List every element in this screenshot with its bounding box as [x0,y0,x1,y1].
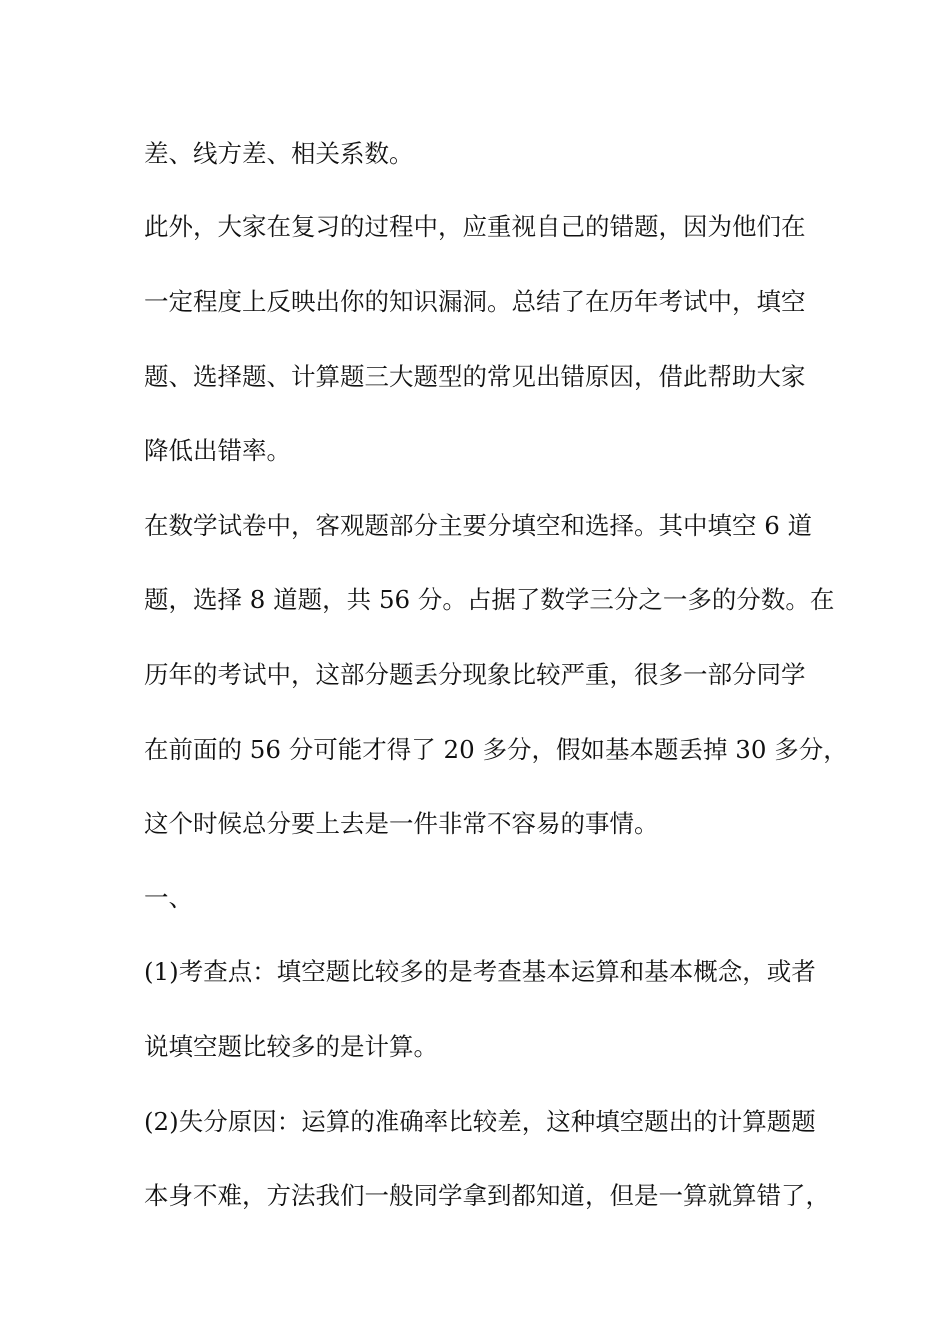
text-line-8: 历年的考试中，这部分题丢分现象比较严重，很多一部分同学 [144,660,806,689]
text-line-7: 题，选择 8 道题，共 56 分。占据了数学三分之一多的分数。在 [144,585,835,614]
text-line-12: (1)考查点：填空题比较多的是考查基本运算和基本概念，或者 [144,957,816,986]
text-line-4: 题、选择题、计算题三大题型的常见出错原因，借此帮助大家 [144,362,806,391]
text-line-9: 在前面的 56 分可能才得了 20 多分，假如基本题丢掉 30 多分， [144,735,848,764]
text-line-10: 这个时候总分要上去是一件非常不容易的事情。 [144,809,659,838]
text-line-2: 此外，大家在复习的过程中，应重视自己的错题，因为他们在 [144,212,806,241]
text-line-5: 降低出错率。 [144,436,291,465]
text-line-6: 在数学试卷中，客观题部分主要分填空和选择。其中填空 6 道 [144,511,813,540]
text-line-1: 差、线方差、相关系数。 [144,139,414,168]
text-line-15: 本身不难，方法我们一般同学拿到都知道，但是一算就算错了， [144,1181,830,1210]
text-line-3: 一定程度上反映出你的知识漏洞。总结了在历年考试中，填空 [144,287,806,316]
text-line-14: (2)失分原因：运算的准确率比较差，这种填空题出的计算题题 [144,1107,816,1136]
text-line-13: 说填空题比较多的是计算。 [144,1032,438,1061]
section-heading: 一、 [144,883,193,912]
